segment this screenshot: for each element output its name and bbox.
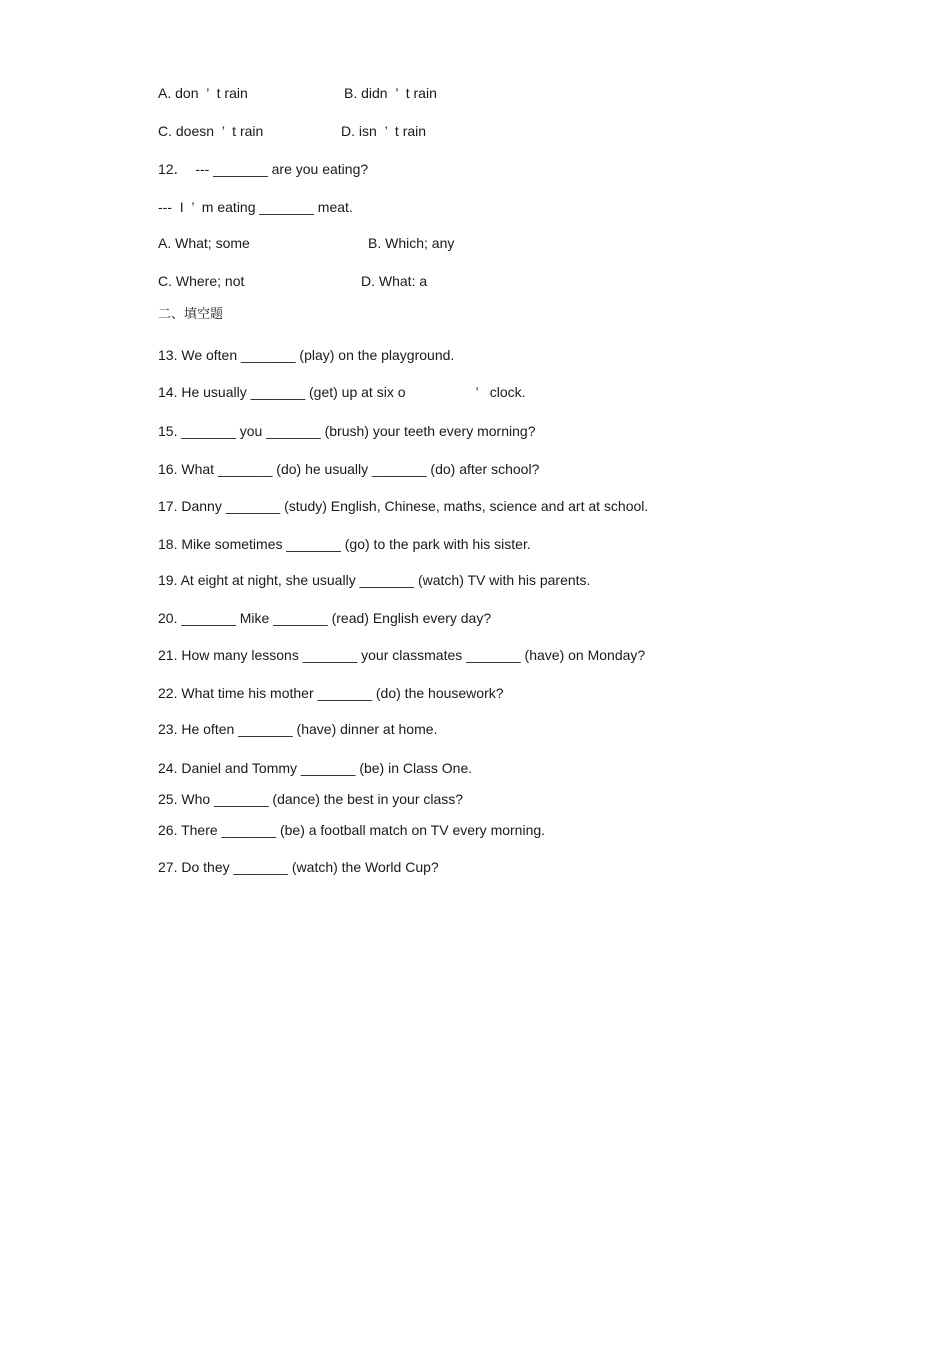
question-19: 19. At eight at night, she usually _______ (watch) TV with his parents.	[158, 572, 591, 588]
section-heading-fill-in: 二、填空题	[158, 307, 224, 322]
q11-option-d: D. isn ’ t rain	[341, 123, 427, 139]
q12-option-a: A. What; some	[158, 235, 250, 251]
q12-stem: 12． --- _______ are you eating?	[158, 161, 369, 177]
question-25: 25. Who _______ (dance) the best in your class?	[158, 791, 464, 807]
question-13: 13. We often _______ (play) on the playground.	[158, 347, 455, 363]
question-18: 18. Mike sometimes _______ (go) to the park with his sister.	[158, 536, 531, 552]
question-26: 26. There _______ (be) a football match on TV every morning.	[158, 822, 546, 838]
q11-option-b: B. didn ’ t rain	[344, 85, 437, 101]
question-20: 20. _______ Mike _______ (read) English every day?	[158, 610, 492, 626]
q12-reply: --- I ’ m eating _______ meat.	[158, 199, 353, 215]
q11-option-c: C. doesn ’ t rain	[158, 123, 264, 139]
q12-option-c: C. Where; not	[158, 273, 245, 289]
question-16: 16. What _______ (do) he usually _______ (do) after school?	[158, 461, 540, 477]
q12-option-d: D. What: a	[361, 273, 428, 289]
question-14: 14. He usually _______ (get) up at six o ’ clock.	[158, 384, 526, 400]
q12-option-b: B. Which; any	[368, 235, 455, 251]
question-17: 17. Danny _______ (study) English, Chinese, maths, science and art at school.	[158, 498, 649, 514]
question-22: 22. What time his mother _______ (do) the housework?	[158, 685, 504, 701]
question-23: 23. He often _______ (have) dinner at home.	[158, 721, 438, 737]
q11-option-a: A. don ’ t rain	[158, 85, 248, 101]
question-24: 24. Daniel and Tommy _______ (be) in Class One.	[158, 760, 473, 776]
question-27: 27. Do they _______ (watch) the World Cup?	[158, 859, 439, 875]
question-21: 21. How many lessons _______ your classmates _______ (have) on Monday?	[158, 647, 646, 663]
question-15: 15. _______ you _______ (brush) your teeth every morning?	[158, 423, 536, 439]
